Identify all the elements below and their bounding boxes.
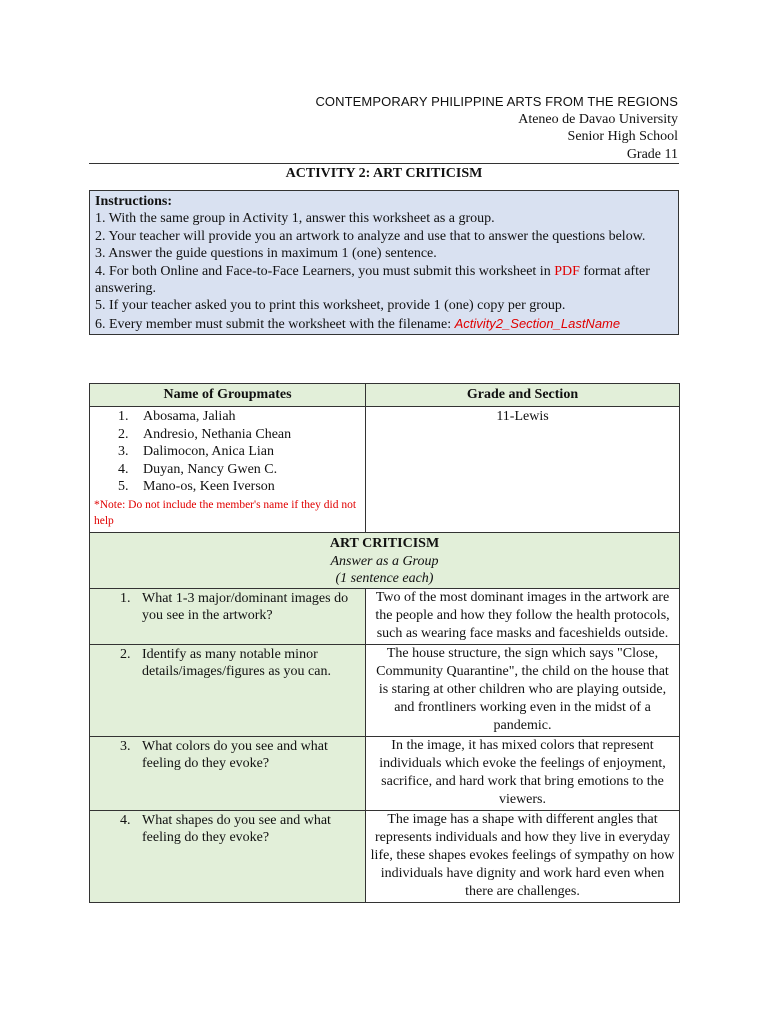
course-title: CONTEMPORARY PHILIPPINE ARTS FROM THE REGIONS — [315, 94, 678, 109]
question-cell — [90, 644, 366, 736]
member-name: Duyan, Nancy Gwen C. — [143, 461, 278, 477]
document-header — [315, 93, 678, 163]
university-name: Ateneo de Davao University — [518, 111, 678, 127]
answer-cell: The image has a shape with different angles that represents individuals and how they live in everyday life, these shapes evokes feelings of sympathy on how individuals have dignity and work hard even when there are challenges. — [366, 810, 680, 902]
question-number: 4. — [120, 812, 131, 828]
question-number: 3. — [120, 738, 131, 754]
table-header-row — [90, 384, 680, 407]
groupmates-header: Name of Groupmates — [90, 384, 366, 407]
instruction-item-4 — [95, 263, 673, 298]
table-row — [90, 588, 680, 644]
criticism-header-row — [90, 532, 680, 588]
member-number: 5. — [118, 479, 129, 495]
list-item — [91, 408, 364, 426]
member-name: Dalimocon, Anica Lian — [143, 444, 275, 460]
activity-title: ACTIVITY 2: ART CRITICISM — [285, 166, 483, 181]
question-text: What colors do you see and what feeling do they evoke? — [142, 738, 328, 772]
question-text: What 1-3 major/dominant images do you see in the artwork? — [142, 590, 349, 624]
member-name: Mano-os, Keen Iverson — [143, 479, 275, 495]
member-number: 4. — [118, 461, 129, 477]
table-row — [90, 644, 680, 736]
instruction-item-4-text: 4. For both Online and Face-to-Face Learners, you must submit this worksheet in — [95, 263, 555, 279]
criticism-title: ART CRITICISM — [329, 535, 440, 551]
list-item — [91, 461, 364, 479]
criticism-note: (1 sentence each) — [335, 571, 434, 587]
question-cell — [90, 810, 366, 902]
list-item — [91, 443, 364, 461]
member-name: Abosama, Jaliah — [143, 409, 236, 424]
grade-level: Grade 11 — [626, 146, 678, 162]
header-divider — [89, 163, 679, 164]
criticism-subtitle: Answer as a Group — [330, 553, 439, 569]
worksheet-table — [89, 383, 680, 903]
question-text: Identify as many notable minor details/images/figures as you can. — [142, 646, 331, 680]
members-row — [90, 407, 680, 533]
member-note: *Note: Do not include the member's name if they did not help — [94, 498, 357, 527]
member-number: 2. — [118, 426, 129, 442]
question-cell — [90, 588, 366, 644]
instruction-item-3: 3. Answer the guide questions in maximum 1 (one) sentence. — [95, 246, 437, 262]
school-name: Senior High School — [567, 129, 678, 144]
instructions-heading: Instructions: — [95, 194, 173, 209]
question-cell — [90, 736, 366, 810]
question-number: 2. — [120, 646, 131, 662]
instruction-item-6-text: 6. Every member must submit the worksheet with the filename: — [95, 316, 455, 332]
member-number: 3. — [118, 444, 129, 460]
question-text: What shapes do you see and what feeling do they evoke? — [142, 812, 331, 846]
instructions-box — [89, 190, 679, 335]
section-cell: 11-Lewis — [366, 407, 680, 533]
instruction-item-1: 1. With the same group in Activity 1, answer this worksheet as a group. — [95, 211, 495, 227]
instruction-item-6 — [95, 315, 673, 333]
list-item — [91, 478, 364, 496]
member-name: Andresio, Nethania Chean — [143, 426, 292, 442]
grade-section-header: Grade and Section — [366, 384, 680, 407]
members-cell — [90, 407, 366, 533]
instruction-item-5: 5. If your teacher asked you to print this worksheet, provide 1 (one) copy per group. — [95, 298, 566, 314]
member-list — [91, 408, 364, 496]
answer-cell: The house structure, the sign which says "Close, Community Quarantine", the child on the house that is staring at other children who are playing outside, and frontliners working even in the midst of a pandemic. — [366, 644, 680, 736]
filename-format: Activity2_Section_LastName — [454, 315, 621, 331]
table-row — [90, 810, 680, 902]
question-number: 1. — [120, 590, 131, 606]
instruction-item-4-end: format after answering. — [95, 263, 650, 297]
table-row — [90, 736, 680, 810]
member-number: 1. — [118, 409, 129, 424]
instruction-item-2: 2. Your teacher will provide you an artwork to analyze and use that to answer the questions below. — [95, 228, 646, 244]
answer-cell: In the image, it has mixed colors that represent individuals which evoke the feelings of enjoyment, sacrifice, and hard work that bring emotions to the viewers. — [366, 736, 680, 810]
pdf-highlight: PDF — [554, 263, 580, 279]
list-item — [91, 426, 364, 444]
answer-cell: Two of the most dominant images in the artwork are the people and how they follow the health protocols, such as wearing face masks and faceshields outside. — [366, 588, 680, 644]
criticism-header — [90, 532, 680, 588]
